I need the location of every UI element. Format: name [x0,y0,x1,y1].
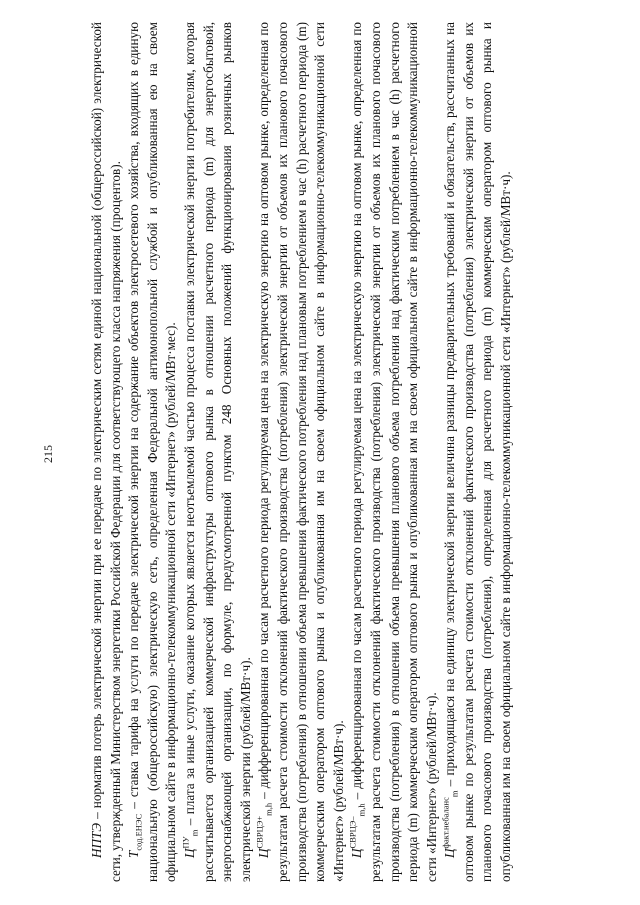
symbol-subscript: m,h [263,802,274,816]
symbol: Ц [256,848,272,858]
symbol-superscript: СВРЦЭ– [347,816,358,849]
paragraph-price-svrce-plus [255,22,348,882]
paragraph-price-svrce-minus [348,22,441,882]
rotated-text-block [88,22,588,882]
definition-text: – дифференцированная по часам расчетного периода регулируемая цена на электрическую энергию на оптовом рынке, определенная по результатам расчета стоимости отклонений фактического производства (потребления) электрической энергии от объемов их планового почасового производства (потребления) в отношении объема превышения фактического потребления над плановым потреблением в час (h) расчетного периода (m) коммерческим оператором оптового рынка и опубликованная им на своем официальном сайте в информационно-телекоммуникационной сети «Интернет» (рублей/МВт·ч). [256,22,346,882]
symbol: Ц [349,848,365,858]
symbol-superscript: СВРЦЭ+ [254,815,265,849]
page-number: 215 [41,445,55,463]
definition-text: – норматив потерь электрической энергии при ее передаче по электрическим сетям единой национальной (общероссийской) электрической сети, утвержденный Министерством энергетики Российской Федерации для соответствующего класса напряжения (процентов). [89,22,123,882]
paragraph-price-other-services [181,22,255,882]
paragraph-tariff-enes [125,22,181,882]
paragraph-npte [88,22,125,882]
symbol: Ц [181,848,197,858]
definition-text: – плата за иные услуги, оказание которых является неотъемлемой частью процесса поставки электрической энергии потребителям, которая рассчитывается организацией коммерческой инфраструктуры оптового рынка в отношении расчетного периода (m) для энергосбытовой, энергоснабжающей организации, по формуле, предусмотренной пунктом 248 Основных положений функционирования розничных рынков электрической энергии (рублей/МВт·ч). [181,22,253,882]
definition-text: – дифференцированная по часам расчетного периода регулируемая цена на электрическую энергию на оптовом рынке, определенная по результатам расчета стоимости отклонений фактического производства (потребления) электрической энергии от объемов их планового почасового производства (потребления) в отношении объема превышения планового объема потребления над фактическим потреблением в час (h) расчетного периода (m) коммерческим оператором оптового рынка и опубликованная им на своем официальном сайте в информационно-телекоммуникационной сети «Интернет» (рублей/МВт·ч). [349,22,439,882]
symbol: НПТЭ [89,822,104,858]
paragraph-price-fact-imbalance [441,22,515,882]
symbol: Ц [442,848,458,858]
symbol-superscript: ПУ [180,836,191,849]
definition-text: – приходящаяся на единицу электрической энергии величина разницы предварительных требований и обязательств, рассчитанных на оптовом рынке по результатам расчета стоимости отклонений фактического производства (потребления) электрической энергии от объемов их планового почасового производства (потребления), определенная для расчетного периода (m) коммерческим оператором оптового рынка и опубликованная им на своем официальном сайте в информационно-телекоммуникационной сети «Интернет» (рублей/МВт·ч). [442,22,514,882]
definition-text: – ставка тарифа на услуги по передаче электрической энергии на содержание объектов электросетевого хозяйства, входящих в единую национальную (общероссийскую) электрическую сеть, определенная Федеральной антимонопольной службой и опубликованная ею на своем официальном сайте в информационно-телекоммуникационной сети «Интернет» (рублей/МВт·мес). [126,22,179,882]
symbol-subscript: m [189,829,200,837]
symbol-subscript: сод.ЕНЭС [133,813,144,851]
symbol: Т [126,850,142,858]
symbol-subscript: m [449,790,460,798]
symbol-superscript: факт.небаланс [440,797,451,849]
symbol-subscript: m,h [356,803,367,817]
